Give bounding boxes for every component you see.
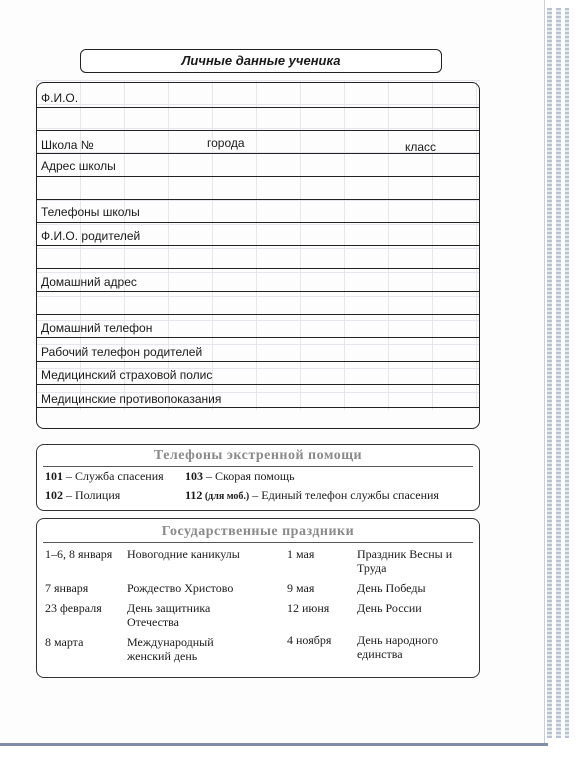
class-label: класс (405, 140, 437, 154)
cover-edge (0, 743, 548, 746)
holiday-date: 9 мая (287, 581, 315, 595)
form-line (37, 222, 479, 223)
parents-fio-label: Ф.И.О. родителей (41, 229, 141, 243)
holiday-name: Рождество Христово (127, 581, 234, 595)
school-number-label: Школа № (41, 138, 94, 152)
emergency-service: – Единый телефон службы спасения (249, 488, 439, 502)
school-phones-label: Телефоны школы (41, 205, 140, 219)
emergency-service: – Служба спасения (63, 469, 164, 483)
form-line (37, 130, 479, 131)
emergency-item (45, 469, 164, 483)
holiday-date: 4 ноября (287, 633, 332, 647)
emergency-service: – Полиция (63, 488, 121, 502)
form-line (37, 314, 479, 315)
form-line (37, 153, 479, 154)
form-line (37, 107, 479, 108)
state-holidays-section (36, 518, 480, 678)
holiday-date: 1 мая (287, 547, 315, 561)
page-edge (565, 8, 569, 738)
emergency-number-note: (для моб.) (202, 491, 250, 502)
holiday-name: Праздник Весны и Труда (357, 547, 453, 575)
page-edge (556, 8, 561, 738)
parents-work-phone-label: Рабочий телефон родителей (41, 345, 203, 359)
form-line (37, 245, 479, 246)
insurance-policy-label: Медицинский страховой полис (41, 368, 213, 382)
page-edge (547, 8, 552, 738)
form-line (37, 384, 479, 385)
emergency-item (185, 488, 439, 504)
emergency-item (185, 469, 295, 483)
holiday-name: День народного единства (357, 633, 439, 661)
home-phone-label: Домашний телефон (41, 321, 153, 335)
holiday-name: День России (357, 601, 422, 615)
form-line (37, 176, 479, 177)
holiday-date: 1–6, 8 января (45, 547, 113, 561)
emergency-phones-section (36, 444, 480, 511)
emergency-number: 103 (185, 469, 203, 483)
holiday-name: Международный женский день (127, 635, 214, 663)
emergency-number: 101 (45, 469, 63, 483)
holiday-date: 12 июня (287, 601, 330, 615)
form-line (37, 337, 479, 338)
personal-data-form (36, 82, 480, 429)
section-divider (43, 466, 473, 467)
emergency-number: 102 (45, 488, 63, 502)
holiday-name: День защитника Отечества (127, 601, 211, 629)
emergency-number: 112 (185, 488, 203, 502)
emergency-item (45, 488, 120, 502)
holiday-date: 7 января (45, 581, 89, 595)
contraindications-label: Медицинские противопоказания (41, 392, 222, 406)
form-line (37, 268, 479, 269)
holiday-name: Новогодние каникулы (127, 547, 240, 561)
emergency-phones-title: Телефоны экстренной помощи (153, 448, 363, 463)
holiday-date: 23 февраля (45, 601, 102, 615)
state-holidays-title: Государственные праздники (161, 524, 355, 539)
fio-label: Ф.И.О. (41, 91, 79, 105)
school-address-label: Адрес школы (41, 159, 116, 173)
page-title: Личные данные ученика (80, 49, 442, 73)
holiday-name: День Победы (357, 581, 426, 595)
city-label: города (207, 136, 245, 150)
holiday-date: 8 марта (45, 635, 84, 649)
form-line (37, 291, 479, 292)
home-address-label: Домашний адрес (41, 275, 137, 289)
emergency-service: – Скорая помощь (203, 469, 295, 483)
form-line (37, 199, 479, 200)
section-divider (43, 542, 473, 543)
form-line (37, 361, 479, 362)
form-line (37, 407, 479, 408)
